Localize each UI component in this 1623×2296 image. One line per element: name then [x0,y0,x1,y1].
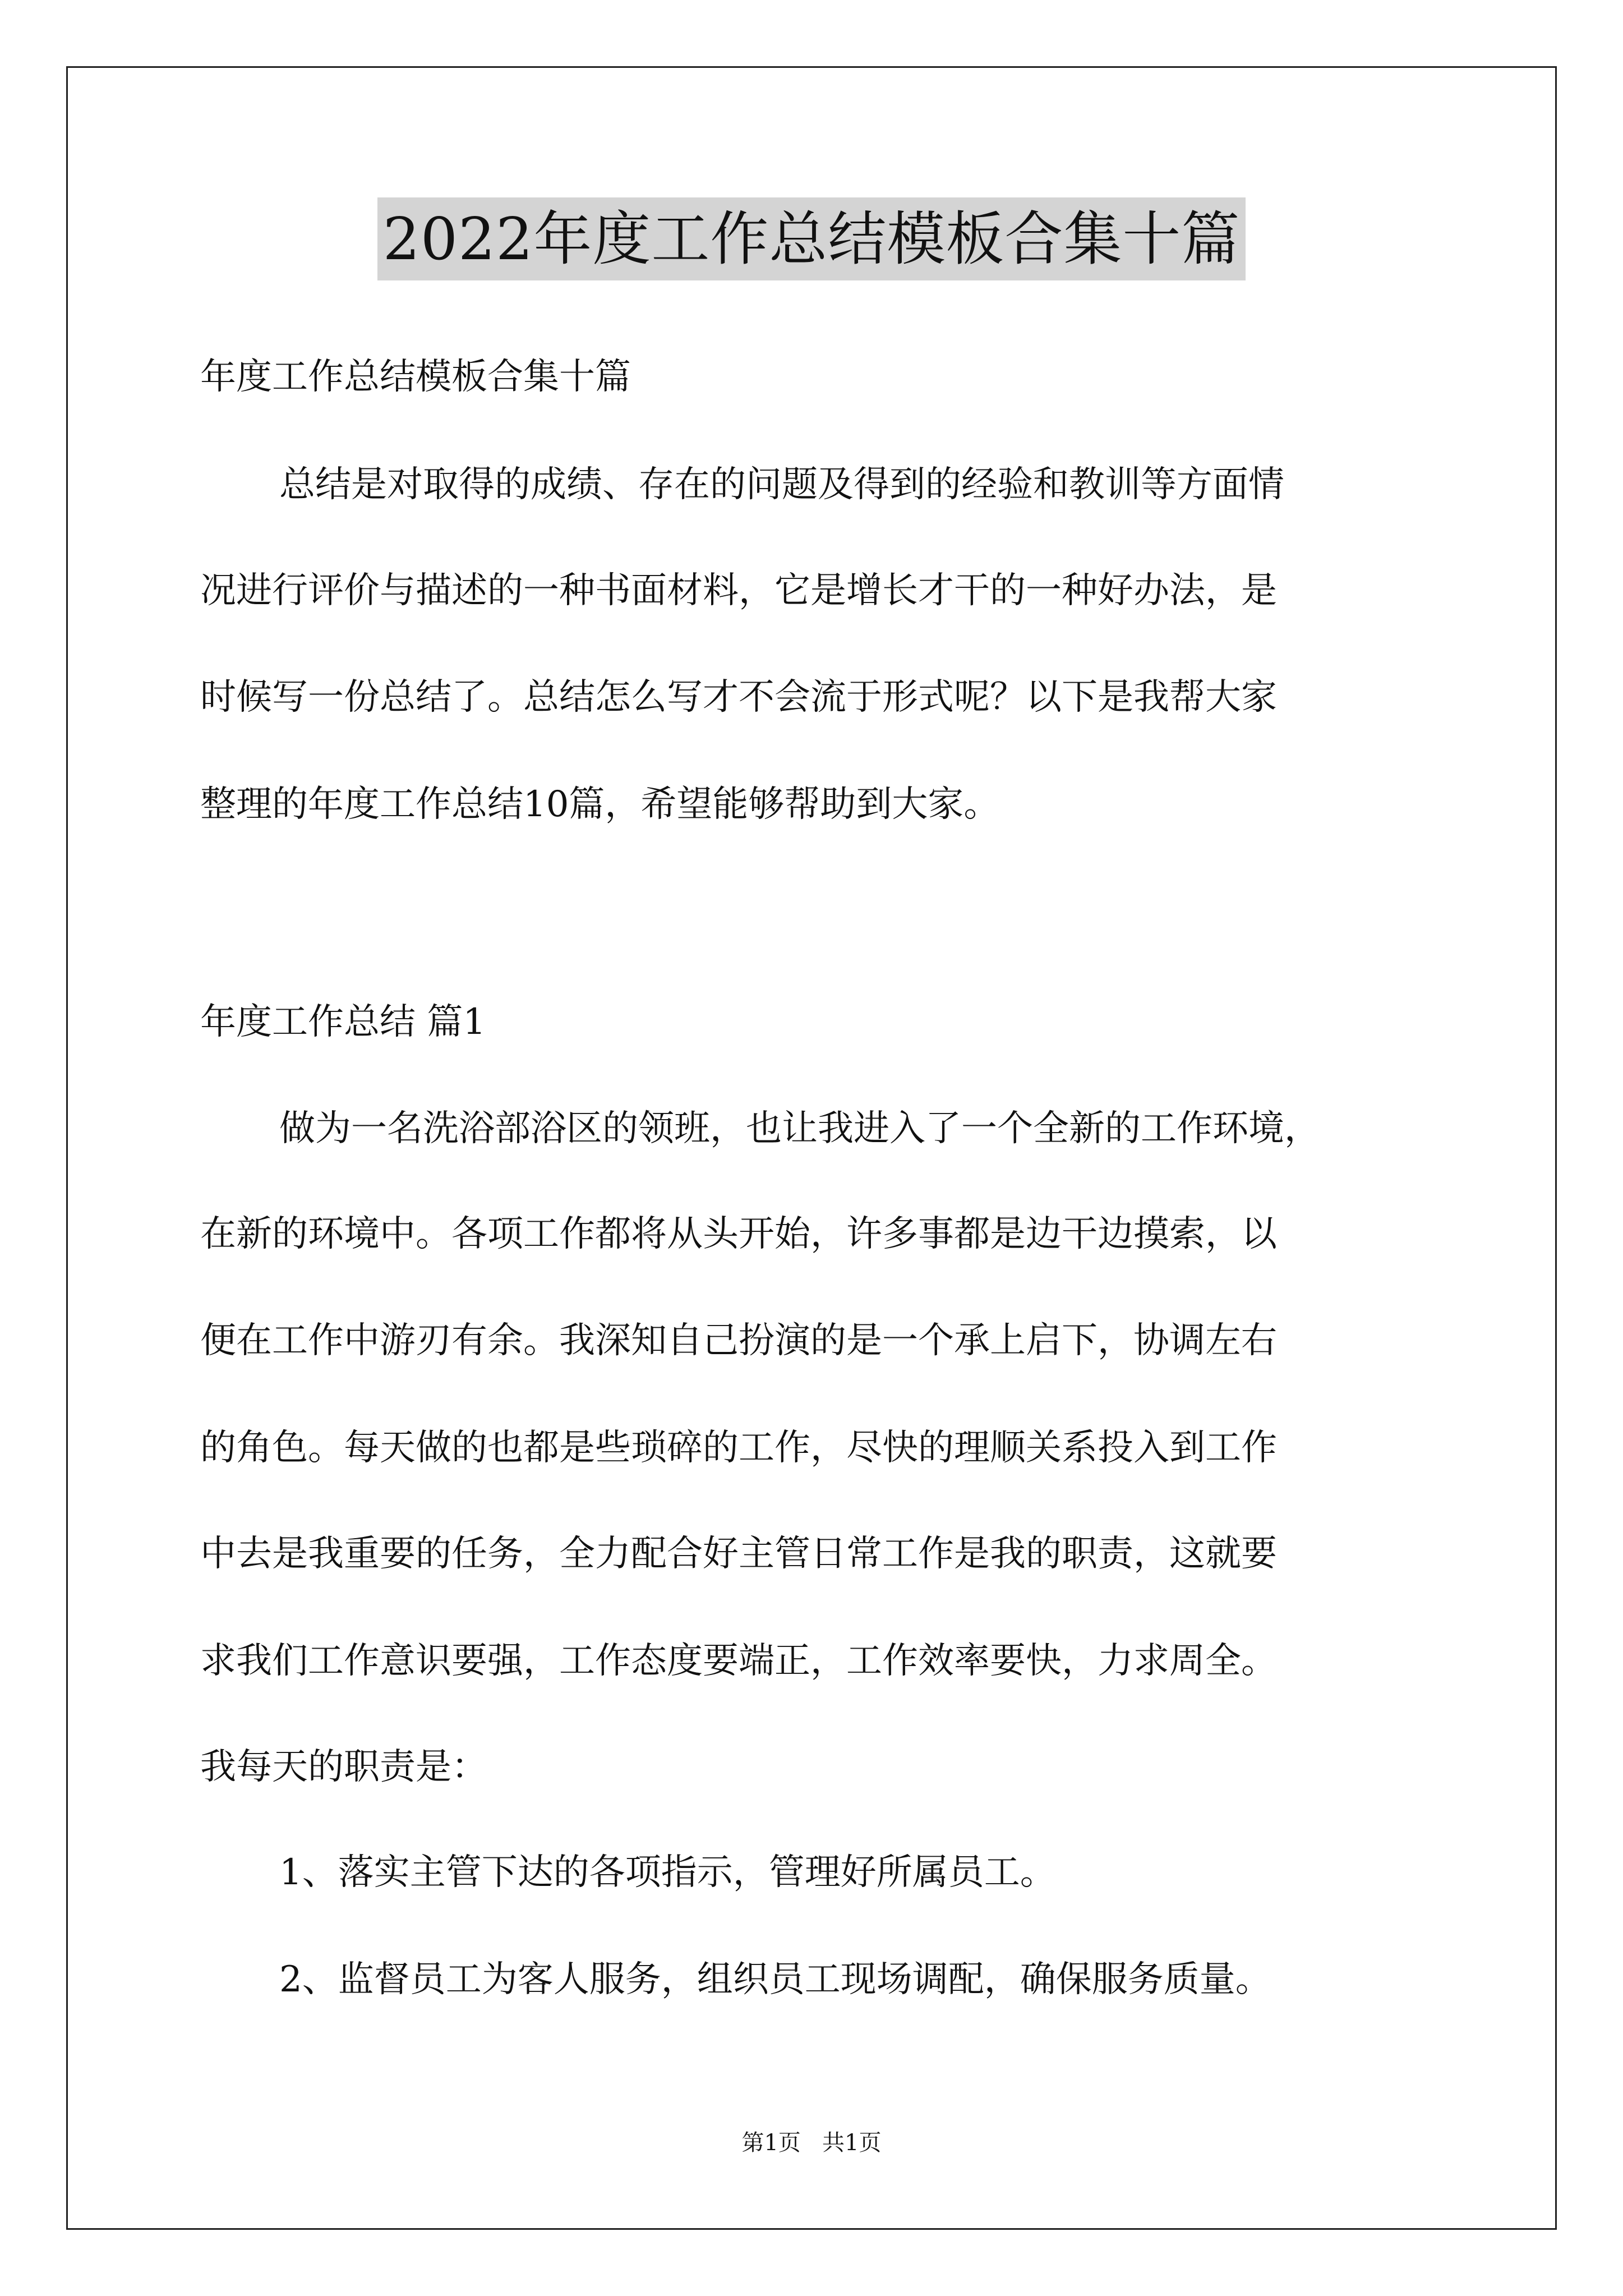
body-line-3: 便在工作中游刃有余。我深知自己扮演的是一个承上启下，协调左右 [200,1320,1277,1361]
intro-line-1: 总结是对取得的成绩、存在的问题及得到的经验和教训等方面情 [279,464,1284,505]
body-line-2: 在新的环境中。各项工作都将从头开始，许多事都是边干边摸索，以 [200,1213,1277,1255]
subtitle-line: 年度工作总结模板合集十篇 [200,356,631,398]
intro-line-3: 时候写一份总结了。总结怎么写才不会流于形式呢？以下是我帮大家 [200,677,1277,718]
page-footer: 第1页 共1页 [741,2130,882,2156]
body-line-7: 我每天的职责是： [200,1746,487,1788]
intro-line-2: 况进行评价与描述的一种书面材料，它是增长才干的一种好办法，是 [200,570,1277,611]
body-line-6: 求我们工作意识要强，工作态度要端正，工作效率要快，力求周全。 [200,1640,1277,1682]
section-heading: 年度工作总结 篇1 [200,1001,486,1043]
list-item-2: 2、监督员工为客人服务，组织员工现场调配，确保服务质量。 [279,1959,1271,2000]
intro-line-4: 整理的年度工作总结10篇，希望能够帮助到大家。 [200,784,1000,825]
document-title-wrap [0,197,1623,280]
list-item-1: 1、落实主管下达的各项指示，管理好所属员工。 [279,1852,1056,1893]
body-line-4: 的角色。每天做的也都是些琐碎的工作，尽快的理顺关系投入到工作 [200,1427,1277,1469]
body-line-1: 做为一名洗浴部浴区的领班，也让我进入了一个全新的工作环境， [279,1108,1320,1149]
body-line-5: 中去是我重要的任务，全力配合好主管日常工作是我的职责，这就要 [200,1533,1277,1575]
document-title: 2022年度工作总结模板合集十篇 [377,197,1246,280]
